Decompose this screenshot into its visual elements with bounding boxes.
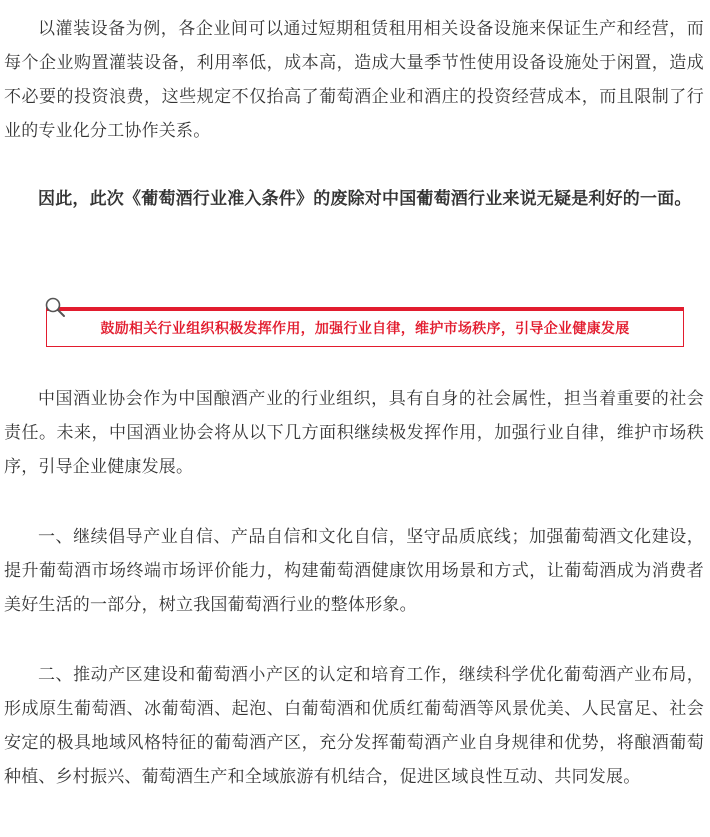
paragraph-point-one: 一、继续倡导产业自信、产品自信和文化自信，坚守品质底线；加强葡萄酒文化建设，提升葡萄酒市场终端市场评价能力，构建葡萄酒健康饮用场景和方式，让葡萄酒成为消费者美好生活的一部分，树立我国葡萄酒行业的整体形象。	[4, 527, 704, 615]
paragraph-conclusion-bold: 因此，此次《葡萄酒行业准入条件》的废除对中国葡萄酒行业来说无疑是利好的一面。	[38, 189, 692, 209]
section-heading-banner	[46, 307, 684, 347]
paragraph-equipment-example: 以灌装设备为例，各企业间可以通过短期租赁租用相关设备设施来保证生产和经营，而每个企业购置灌装设备，利用率低，成本高，造成大量季节性使用设备设施处于闲置，造成不必要的投资浪费，这些规定不仅抬高了葡萄酒企业和酒庄的投资经营成本，而且限制了行业的专业化分工协作关系。	[4, 19, 704, 141]
section-heading-text: 鼓励相关行业组织积极发挥作用，加强行业自律，维护市场秩序，引导企业健康发展	[100, 321, 630, 337]
paragraph-point-two: 二、推动产区建设和葡萄酒小产区的认定和培育工作，继续科学优化葡萄酒产业布局，形成原生葡萄酒、冰葡萄酒、起泡、白葡萄酒和优质红葡萄酒等风景优美、人民富足、社会安定的极具地域风格特征的葡萄酒产区，充分发挥葡萄酒产业自身规律和优势，将酿酒葡萄种植、乡村振兴、葡萄酒生产和全域旅游有机结合，促进区域良性互动、共同发展。	[4, 665, 704, 787]
magnifier-icon	[44, 296, 68, 318]
paragraph-association-role: 中国酒业协会作为中国酿酒产业的行业组织，具有自身的社会属性，担当着重要的社会责任。未来，中国酒业协会将从以下几方面积继续极发挥作用，加强行业自律，维护市场秩序，引导企业健康发展。	[4, 389, 704, 477]
